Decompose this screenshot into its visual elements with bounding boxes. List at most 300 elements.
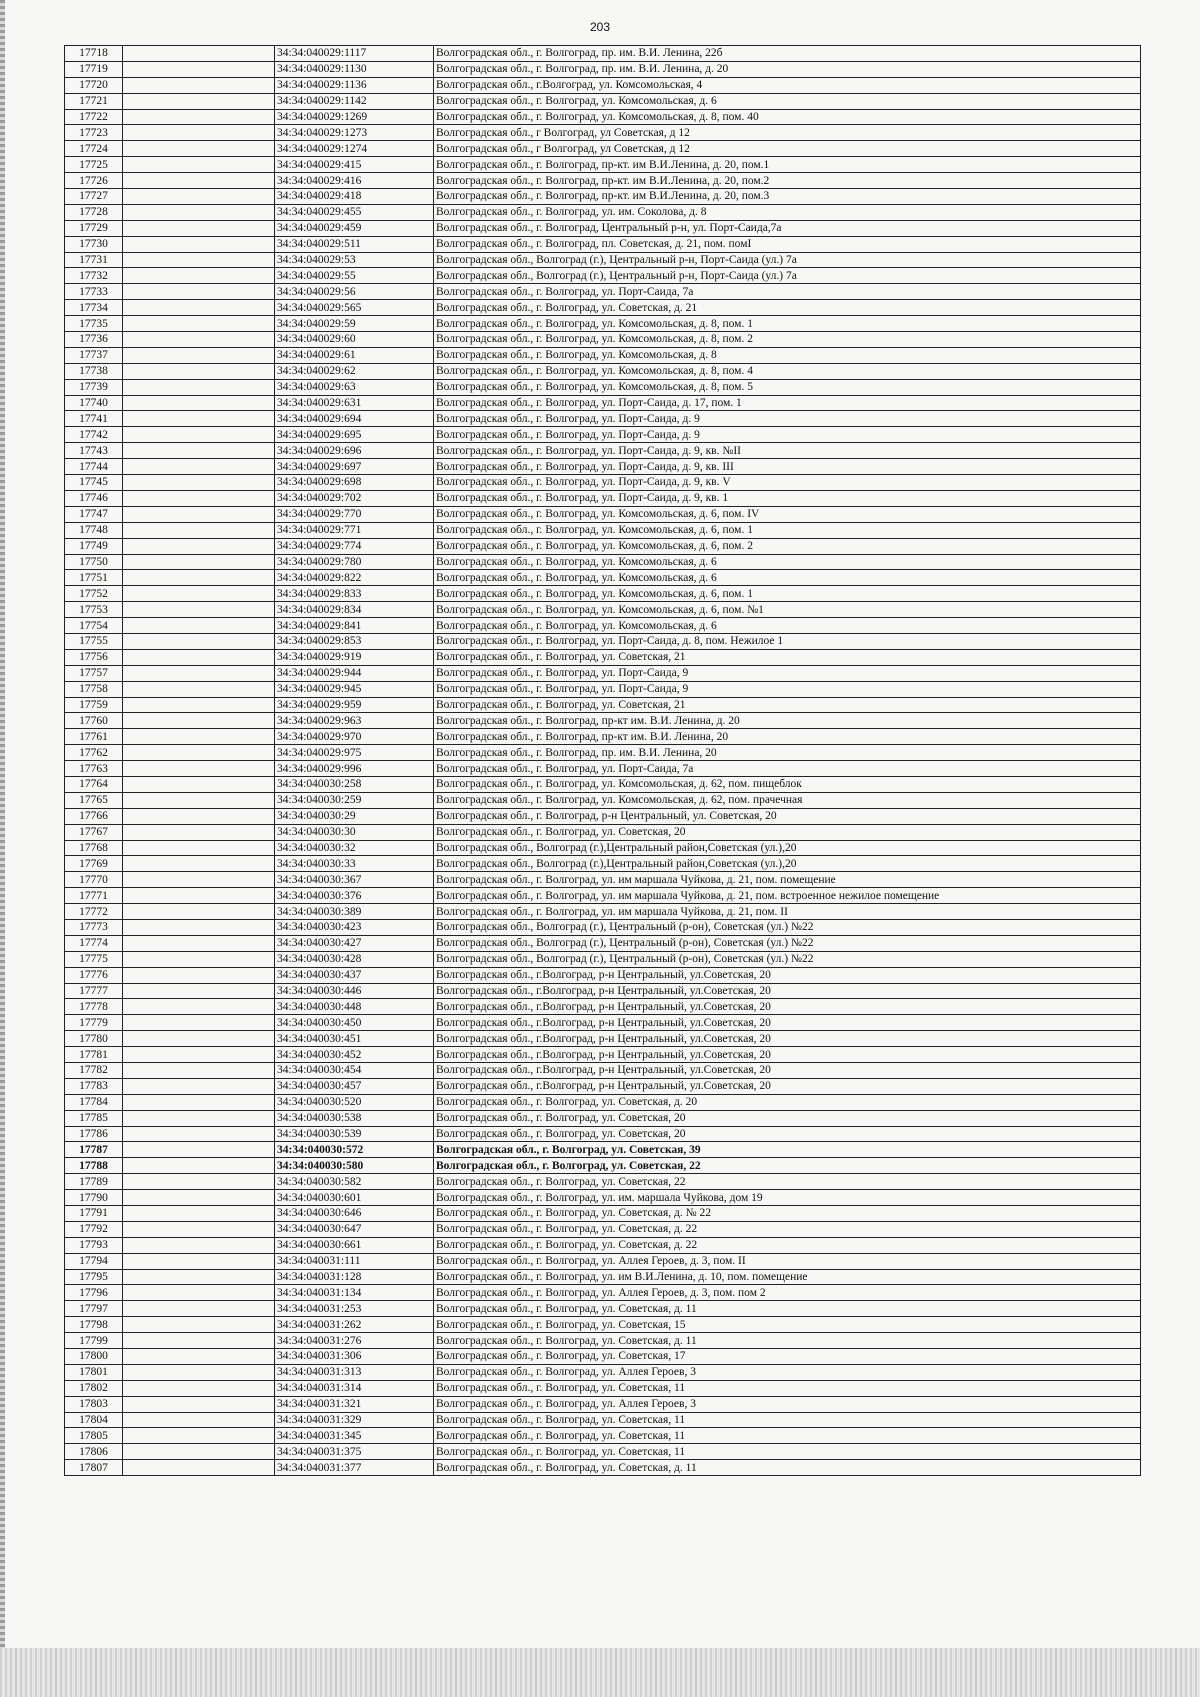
- empty-cell: [123, 586, 275, 602]
- empty-cell: [123, 1142, 275, 1158]
- empty-cell: [123, 1221, 275, 1237]
- table-row: [65, 506, 1141, 522]
- address-cell: Волгоградская обл., г. Волгоград, ул. Советская, 17: [434, 1349, 1141, 1365]
- row-number-cell: 17747: [65, 506, 123, 522]
- table-row: [65, 1190, 1141, 1206]
- empty-cell: [123, 904, 275, 920]
- table-row: [65, 729, 1141, 745]
- cadastral-number-cell: 34:34:040030:601: [275, 1190, 434, 1206]
- table-row: [65, 840, 1141, 856]
- address-cell: Волгоградская обл., г. Волгоград, ул. Аллея Героев, 3: [434, 1396, 1141, 1412]
- address-cell: Волгоградская обл., г. Волгоград, ул. Советская, д. 22: [434, 1221, 1141, 1237]
- row-number-cell: 17799: [65, 1333, 123, 1349]
- row-number-cell: 17750: [65, 554, 123, 570]
- address-cell: Волгоградская обл., г. Волгоград, ул. Порт-Саида, д. 17, пом. 1: [434, 395, 1141, 411]
- address-cell: Волгоградская обл., г. Волгоград, пр. им. В.И. Ленина, 20: [434, 745, 1141, 761]
- cadastral-number-cell: 34:34:040029:919: [275, 649, 434, 665]
- cadastral-number-cell: 34:34:040030:454: [275, 1063, 434, 1079]
- address-cell: Волгоградская обл., г. Волгоград, ул. Советская, 11: [434, 1380, 1141, 1396]
- row-number-cell: 17723: [65, 125, 123, 141]
- table-row: [65, 1047, 1141, 1063]
- empty-cell: [123, 1428, 275, 1444]
- empty-cell: [123, 411, 275, 427]
- address-cell: Волгоградская обл., г. Волгоград, ул. Советская, 39: [434, 1142, 1141, 1158]
- row-number-cell: 17755: [65, 633, 123, 649]
- row-number-cell: 17796: [65, 1285, 123, 1301]
- address-cell: Волгоградская обл., г. Волгоград, ул. Советская, д. 11: [434, 1333, 1141, 1349]
- table-row: [65, 46, 1141, 62]
- table-row: [65, 713, 1141, 729]
- empty-cell: [123, 570, 275, 586]
- empty-cell: [123, 61, 275, 77]
- cadastral-number-cell: 34:34:040029:945: [275, 681, 434, 697]
- address-cell: Волгоградская обл., г. Волгоград, пр. им. В.И. Ленина, 22б: [434, 46, 1141, 62]
- row-number-cell: 17754: [65, 618, 123, 634]
- cadastral-number-cell: 34:34:040030:30: [275, 824, 434, 840]
- cadastral-number-cell: 34:34:040030:538: [275, 1110, 434, 1126]
- row-number-cell: 17804: [65, 1412, 123, 1428]
- table-row: [65, 665, 1141, 681]
- empty-cell: [123, 808, 275, 824]
- row-number-cell: 17748: [65, 522, 123, 538]
- table-row: [65, 347, 1141, 363]
- cadastral-number-cell: 34:34:040031:377: [275, 1460, 434, 1476]
- table-row: [65, 554, 1141, 570]
- empty-cell: [123, 1460, 275, 1476]
- cadastral-number-cell: 34:34:040029:963: [275, 713, 434, 729]
- address-cell: Волгоградская обл., г. Волгоград, ул. Советская, 20: [434, 824, 1141, 840]
- table-row: [65, 792, 1141, 808]
- empty-cell: [123, 1110, 275, 1126]
- empty-cell: [123, 1380, 275, 1396]
- empty-cell: [123, 316, 275, 332]
- cadastral-number-cell: 34:34:040029:63: [275, 379, 434, 395]
- row-number-cell: 17782: [65, 1063, 123, 1079]
- empty-cell: [123, 1174, 275, 1190]
- row-number-cell: 17764: [65, 776, 123, 792]
- row-number-cell: 17777: [65, 983, 123, 999]
- table-row: [65, 1063, 1141, 1079]
- address-cell: Волгоградская обл., г. Волгоград, ул. Комсомольская, д. 6: [434, 93, 1141, 109]
- address-cell: Волгоградская обл., г. Волгоград, пр-кт. им В.И.Ленина, д. 20, пом.2: [434, 173, 1141, 189]
- row-number-cell: 17797: [65, 1301, 123, 1317]
- row-number-cell: 17767: [65, 824, 123, 840]
- cadastral-number-cell: 34:34:040029:53: [275, 252, 434, 268]
- cadastral-number-cell: 34:34:040030:539: [275, 1126, 434, 1142]
- row-number-cell: 17761: [65, 729, 123, 745]
- address-cell: Волгоградская обл., г. Волгоград, ул. Советская, 20: [434, 1110, 1141, 1126]
- address-cell: Волгоградская обл., г. Волгоград, ул. Порт-Саида, д. 9, кв. №II: [434, 443, 1141, 459]
- empty-cell: [123, 236, 275, 252]
- table-row: [65, 1364, 1141, 1380]
- cadastral-number-cell: 34:34:040029:1273: [275, 125, 434, 141]
- table-row: [65, 570, 1141, 586]
- table-row: [65, 125, 1141, 141]
- table-row: [65, 332, 1141, 348]
- empty-cell: [123, 1094, 275, 1110]
- address-cell: Волгоградская обл., г. Волгоград, ул. Порт-Саида, 9: [434, 681, 1141, 697]
- cadastral-number-cell: 34:34:040031:276: [275, 1333, 434, 1349]
- row-number-cell: 17737: [65, 347, 123, 363]
- address-cell: Волгоградская обл., г. Волгоград, ул. Порт-Саида, 7а: [434, 284, 1141, 300]
- row-number-cell: 17721: [65, 93, 123, 109]
- empty-cell: [123, 157, 275, 173]
- cadastral-number-cell: 34:34:040029:841: [275, 618, 434, 634]
- empty-cell: [123, 1206, 275, 1222]
- table-row: [65, 1333, 1141, 1349]
- registry-table: [64, 45, 1141, 1476]
- address-cell: Волгоградская обл., г. Волгоград, ул. Советская, д. 11: [434, 1301, 1141, 1317]
- table-row: [65, 109, 1141, 125]
- cadastral-number-cell: 34:34:040031:345: [275, 1428, 434, 1444]
- address-cell: Волгоградская обл., г.Волгоград, р-н Центральный, ул.Советская, 20: [434, 983, 1141, 999]
- address-cell: Волгоградская обл., г. Волгоград, ул. им В.И.Ленина, д. 10, пом. помещение: [434, 1269, 1141, 1285]
- row-number-cell: 17726: [65, 173, 123, 189]
- row-number-cell: 17749: [65, 538, 123, 554]
- cadastral-number-cell: 34:34:040030:446: [275, 983, 434, 999]
- row-number-cell: 17745: [65, 475, 123, 491]
- address-cell: Волгоградская обл., Волгоград (г.), Центральный (р-он), Советская (ул.) №22: [434, 951, 1141, 967]
- address-cell: Волгоградская обл., г. Волгоград, пр. им. В.И. Ленина, д. 20: [434, 61, 1141, 77]
- cadastral-number-cell: 34:34:040029:697: [275, 459, 434, 475]
- cadastral-number-cell: 34:34:040031:253: [275, 1301, 434, 1317]
- empty-cell: [123, 602, 275, 618]
- empty-cell: [123, 395, 275, 411]
- cadastral-number-cell: 34:34:040029:1130: [275, 61, 434, 77]
- table-row: [65, 633, 1141, 649]
- empty-cell: [123, 1349, 275, 1365]
- row-number-cell: 17728: [65, 204, 123, 220]
- empty-cell: [123, 379, 275, 395]
- row-number-cell: 17798: [65, 1317, 123, 1333]
- row-number-cell: 17790: [65, 1190, 123, 1206]
- empty-cell: [123, 204, 275, 220]
- empty-cell: [123, 443, 275, 459]
- table-row: [65, 443, 1141, 459]
- address-cell: Волгоградская обл., г. Волгоград, пр-кт. им В.И.Ленина, д. 20, пом.3: [434, 189, 1141, 205]
- address-cell: Волгоградская обл., г. Волгоград, ул. им. маршала Чуйкова, дом 19: [434, 1190, 1141, 1206]
- empty-cell: [123, 490, 275, 506]
- table-row: [65, 1396, 1141, 1412]
- cadastral-number-cell: 34:34:040030:646: [275, 1206, 434, 1222]
- empty-cell: [123, 1237, 275, 1253]
- table-row: [65, 904, 1141, 920]
- cadastral-number-cell: 34:34:040031:134: [275, 1285, 434, 1301]
- row-number-cell: 17780: [65, 1031, 123, 1047]
- empty-cell: [123, 967, 275, 983]
- row-number-cell: 17788: [65, 1158, 123, 1174]
- address-cell: Волгоградская обл., г. Волгоград, ул. Комсомольская, д. 6: [434, 570, 1141, 586]
- cadastral-number-cell: 34:34:040029:56: [275, 284, 434, 300]
- registry-table-body: [65, 46, 1141, 1476]
- table-row: [65, 1174, 1141, 1190]
- table-row: [65, 745, 1141, 761]
- address-cell: Волгоградская обл., г. Волгоград, Центральный р-н, ул. Порт-Саида,7а: [434, 220, 1141, 236]
- row-number-cell: 17774: [65, 935, 123, 951]
- row-number-cell: 17768: [65, 840, 123, 856]
- cadastral-number-cell: 34:34:040030:258: [275, 776, 434, 792]
- row-number-cell: 17744: [65, 459, 123, 475]
- empty-cell: [123, 919, 275, 935]
- address-cell: Волгоградская обл., г. Волгоград, ул. Комсомольская, д. 6, пом. №1: [434, 602, 1141, 618]
- row-number-cell: 17792: [65, 1221, 123, 1237]
- address-cell: Волгоградская обл., г. Волгоград, ул. Порт-Саида, 9: [434, 665, 1141, 681]
- table-row: [65, 1221, 1141, 1237]
- table-row: [65, 459, 1141, 475]
- table-row: [65, 363, 1141, 379]
- empty-cell: [123, 363, 275, 379]
- empty-cell: [123, 347, 275, 363]
- empty-cell: [123, 268, 275, 284]
- table-row: [65, 1444, 1141, 1460]
- address-cell: Волгоградская обл., г. Волгоград, ул. Комсомольская, д. 8, пом. 5: [434, 379, 1141, 395]
- table-row: [65, 379, 1141, 395]
- table-row: [65, 1031, 1141, 1047]
- cadastral-number-cell: 34:34:040031:262: [275, 1317, 434, 1333]
- address-cell: Волгоградская обл., г. Волгоград, ул. Комсомольская, д. 6, пом. 1: [434, 522, 1141, 538]
- empty-cell: [123, 252, 275, 268]
- address-cell: Волгоградская обл., г. Волгоград, ул. им маршала Чуйкова, д. 21, пом. II: [434, 904, 1141, 920]
- address-cell: Волгоградская обл., г. Волгоград, ул. Советская, д. 21: [434, 300, 1141, 316]
- row-number-cell: 17740: [65, 395, 123, 411]
- table-row: [65, 1142, 1141, 1158]
- address-cell: Волгоградская обл., Волгоград (г.),Центральный район,Советская (ул.),20: [434, 840, 1141, 856]
- empty-cell: [123, 522, 275, 538]
- row-number-cell: 17779: [65, 1015, 123, 1031]
- empty-cell: [123, 125, 275, 141]
- address-cell: Волгоградская обл., г. Волгоград, ул. Порт-Саида, 7а: [434, 761, 1141, 777]
- row-number-cell: 17773: [65, 919, 123, 935]
- cadastral-number-cell: 34:34:040030:451: [275, 1031, 434, 1047]
- address-cell: Волгоградская обл., г. Волгоград, пр-кт им. В.И. Ленина, 20: [434, 729, 1141, 745]
- row-number-cell: 17766: [65, 808, 123, 824]
- cadastral-number-cell: 34:34:040029:1269: [275, 109, 434, 125]
- row-number-cell: 17805: [65, 1428, 123, 1444]
- cadastral-number-cell: 34:34:040030:452: [275, 1047, 434, 1063]
- cadastral-number-cell: 34:34:040030:580: [275, 1158, 434, 1174]
- address-cell: Волгоградская обл., г. Волгоград, ул. Комсомольская, д. 6, пом. IV: [434, 506, 1141, 522]
- address-cell: Волгоградская обл., г. Волгоград, ул. им маршала Чуйкова, д. 21, пом. помещение: [434, 872, 1141, 888]
- table-row: [65, 411, 1141, 427]
- empty-cell: [123, 681, 275, 697]
- row-number-cell: 17725: [65, 157, 123, 173]
- empty-cell: [123, 220, 275, 236]
- address-cell: Волгоградская обл., г. Волгоград, ул. Советская, 11: [434, 1412, 1141, 1428]
- cadastral-number-cell: 34:34:040029:62: [275, 363, 434, 379]
- table-row: [65, 602, 1141, 618]
- row-number-cell: 17770: [65, 872, 123, 888]
- cadastral-number-cell: 34:34:040031:306: [275, 1349, 434, 1365]
- table-row: [65, 1412, 1141, 1428]
- table-row: [65, 967, 1141, 983]
- empty-cell: [123, 776, 275, 792]
- address-cell: Волгоградская обл., г. Волгоград, ул. Советская, д. № 22: [434, 1206, 1141, 1222]
- empty-cell: [123, 1158, 275, 1174]
- empty-cell: [123, 1269, 275, 1285]
- cadastral-number-cell: 34:34:040029:770: [275, 506, 434, 522]
- address-cell: Волгоградская обл., Волгоград (г.), Центральный р-н, Порт-Саида (ул.) 7а: [434, 252, 1141, 268]
- row-number-cell: 17783: [65, 1078, 123, 1094]
- table-row: [65, 475, 1141, 491]
- table-row: [65, 77, 1141, 93]
- table-row: [65, 1269, 1141, 1285]
- row-number-cell: 17751: [65, 570, 123, 586]
- row-number-cell: 17718: [65, 46, 123, 62]
- cadastral-number-cell: 34:34:040031:375: [275, 1444, 434, 1460]
- cadastral-number-cell: 34:34:040029:959: [275, 697, 434, 713]
- address-cell: Волгоградская обл., г.Волгоград, р-н Центральный, ул.Советская, 20: [434, 1078, 1141, 1094]
- address-cell: Волгоградская обл., г. Волгоград, ул. Порт-Саида, д. 9: [434, 427, 1141, 443]
- table-row: [65, 1078, 1141, 1094]
- row-number-cell: 17720: [65, 77, 123, 93]
- cadastral-number-cell: 34:34:040029:1117: [275, 46, 434, 62]
- row-number-cell: 17759: [65, 697, 123, 713]
- row-number-cell: 17781: [65, 1047, 123, 1063]
- address-cell: Волгоградская обл., г.Волгоград, ул. Комсомольская, 4: [434, 77, 1141, 93]
- address-cell: Волгоградская обл., г. Волгоград, р-н Центральный, ул. Советская, 20: [434, 808, 1141, 824]
- row-number-cell: 17787: [65, 1142, 123, 1158]
- table-row: [65, 522, 1141, 538]
- address-cell: Волгоградская обл., г.Волгоград, р-н Центральный, ул.Советская, 20: [434, 1063, 1141, 1079]
- address-cell: Волгоградская обл., г. Волгоград, ул. Комсомольская, д. 6: [434, 554, 1141, 570]
- cadastral-number-cell: 34:34:040030:423: [275, 919, 434, 935]
- row-number-cell: 17722: [65, 109, 123, 125]
- table-row: [65, 586, 1141, 602]
- address-cell: Волгоградская обл., г. Волгоград, ул. Советская, 22: [434, 1174, 1141, 1190]
- empty-cell: [123, 93, 275, 109]
- empty-cell: [123, 856, 275, 872]
- empty-cell: [123, 141, 275, 157]
- table-row: [65, 951, 1141, 967]
- address-cell: Волгоградская обл., г. Волгоград, ул. Советская, 22: [434, 1158, 1141, 1174]
- table-row: [65, 1349, 1141, 1365]
- cadastral-number-cell: 34:34:040029:60: [275, 332, 434, 348]
- address-cell: Волгоградская обл., г. Волгоград, пл. Советская, д. 21, пом. помI: [434, 236, 1141, 252]
- empty-cell: [123, 1126, 275, 1142]
- cadastral-number-cell: 34:34:040030:448: [275, 999, 434, 1015]
- row-number-cell: 17752: [65, 586, 123, 602]
- row-number-cell: 17789: [65, 1174, 123, 1190]
- cadastral-number-cell: 34:34:040029:59: [275, 316, 434, 332]
- empty-cell: [123, 46, 275, 62]
- table-row: [65, 697, 1141, 713]
- row-number-cell: 17731: [65, 252, 123, 268]
- empty-cell: [123, 1078, 275, 1094]
- empty-cell: [123, 697, 275, 713]
- table-row: [65, 856, 1141, 872]
- row-number-cell: 17793: [65, 1237, 123, 1253]
- table-row: [65, 824, 1141, 840]
- address-cell: Волгоградская обл., г. Волгоград, пр-кт. им В.И.Ленина, д. 20, пом.1: [434, 157, 1141, 173]
- table-row: [65, 776, 1141, 792]
- scan-edge-left: [0, 0, 5, 1697]
- cadastral-number-cell: 34:34:040031:128: [275, 1269, 434, 1285]
- address-cell: Волгоградская обл., г.Волгоград, р-н Центральный, ул.Советская, 20: [434, 1031, 1141, 1047]
- cadastral-number-cell: 34:34:040029:975: [275, 745, 434, 761]
- cadastral-number-cell: 34:34:040031:111: [275, 1253, 434, 1269]
- address-cell: Волгоградская обл., Волгоград (г.),Центральный район,Советская (ул.),20: [434, 856, 1141, 872]
- table-row: [65, 1206, 1141, 1222]
- row-number-cell: 17735: [65, 316, 123, 332]
- table-row: [65, 284, 1141, 300]
- empty-cell: [123, 459, 275, 475]
- cadastral-number-cell: 34:34:040030:520: [275, 1094, 434, 1110]
- row-number-cell: 17758: [65, 681, 123, 697]
- cadastral-number-cell: 34:34:040030:427: [275, 935, 434, 951]
- empty-cell: [123, 792, 275, 808]
- empty-cell: [123, 633, 275, 649]
- cadastral-number-cell: 34:34:040029:1136: [275, 77, 434, 93]
- row-number-cell: 17760: [65, 713, 123, 729]
- row-number-cell: 17738: [65, 363, 123, 379]
- cadastral-number-cell: 34:34:040029:459: [275, 220, 434, 236]
- cadastral-number-cell: 34:34:040029:55: [275, 268, 434, 284]
- table-row: [65, 1380, 1141, 1396]
- empty-cell: [123, 761, 275, 777]
- table-row: [65, 761, 1141, 777]
- cadastral-number-cell: 34:34:040029:774: [275, 538, 434, 554]
- table-row: [65, 189, 1141, 205]
- empty-cell: [123, 189, 275, 205]
- cadastral-number-cell: 34:34:040030:582: [275, 1174, 434, 1190]
- cadastral-number-cell: 34:34:040029:695: [275, 427, 434, 443]
- cadastral-number-cell: 34:34:040029:565: [275, 300, 434, 316]
- cadastral-number-cell: 34:34:040030:259: [275, 792, 434, 808]
- address-cell: Волгоградская обл., г. Волгоград, ул. Порт-Саида, д. 9, кв. 1: [434, 490, 1141, 506]
- empty-cell: [123, 284, 275, 300]
- cadastral-number-cell: 34:34:040029:1274: [275, 141, 434, 157]
- cadastral-number-cell: 34:34:040031:321: [275, 1396, 434, 1412]
- cadastral-number-cell: 34:34:040029:1142: [275, 93, 434, 109]
- table-row: [65, 808, 1141, 824]
- row-number-cell: 17795: [65, 1269, 123, 1285]
- cadastral-number-cell: 34:34:040029:771: [275, 522, 434, 538]
- table-row: [65, 1237, 1141, 1253]
- empty-cell: [123, 506, 275, 522]
- table-row: [65, 1317, 1141, 1333]
- table-row: [65, 204, 1141, 220]
- address-cell: Волгоградская обл., г. Волгоград, ул. Советская, 20: [434, 1126, 1141, 1142]
- row-number-cell: 17772: [65, 904, 123, 920]
- cadastral-number-cell: 34:34:040029:834: [275, 602, 434, 618]
- address-cell: Волгоградская обл., Волгоград (г.), Центральный (р-он), Советская (ул.) №22: [434, 919, 1141, 935]
- row-number-cell: 17802: [65, 1380, 123, 1396]
- table-row: [65, 1158, 1141, 1174]
- cadastral-number-cell: 34:34:040029:944: [275, 665, 434, 681]
- row-number-cell: 17765: [65, 792, 123, 808]
- address-cell: Волгоградская обл., г.Волгоград, р-н Центральный, ул.Советская, 20: [434, 967, 1141, 983]
- cadastral-number-cell: 34:34:040030:437: [275, 967, 434, 983]
- table-row: [65, 173, 1141, 189]
- cadastral-number-cell: 34:34:040029:833: [275, 586, 434, 602]
- cadastral-number-cell: 34:34:040030:33: [275, 856, 434, 872]
- row-number-cell: 17741: [65, 411, 123, 427]
- address-cell: Волгоградская обл., г Волгоград, ул Советская, д 12: [434, 125, 1141, 141]
- table-row: [65, 1253, 1141, 1269]
- address-cell: Волгоградская обл., г. Волгоград, ул. Порт-Саида, д. 9: [434, 411, 1141, 427]
- cadastral-number-cell: 34:34:040029:694: [275, 411, 434, 427]
- cadastral-number-cell: 34:34:040029:511: [275, 236, 434, 252]
- address-cell: Волгоградская обл., г. Волгоград, ул. Советская, д. 22: [434, 1237, 1141, 1253]
- table-row: [65, 999, 1141, 1015]
- table-row: [65, 236, 1141, 252]
- address-cell: Волгоградская обл., г. Волгоград, ул. Аллея Героев, д. 3, пом. пом 2: [434, 1285, 1141, 1301]
- address-cell: Волгоградская обл., г. Волгоград, ул. им маршала Чуйкова, д. 21, пом. встроенное нежилое помещение: [434, 888, 1141, 904]
- empty-cell: [123, 888, 275, 904]
- cadastral-number-cell: 34:34:040029:698: [275, 475, 434, 491]
- cadastral-number-cell: 34:34:040029:970: [275, 729, 434, 745]
- address-cell: Волгоградская обл., г.Волгоград, р-н Центральный, ул.Советская, 20: [434, 1047, 1141, 1063]
